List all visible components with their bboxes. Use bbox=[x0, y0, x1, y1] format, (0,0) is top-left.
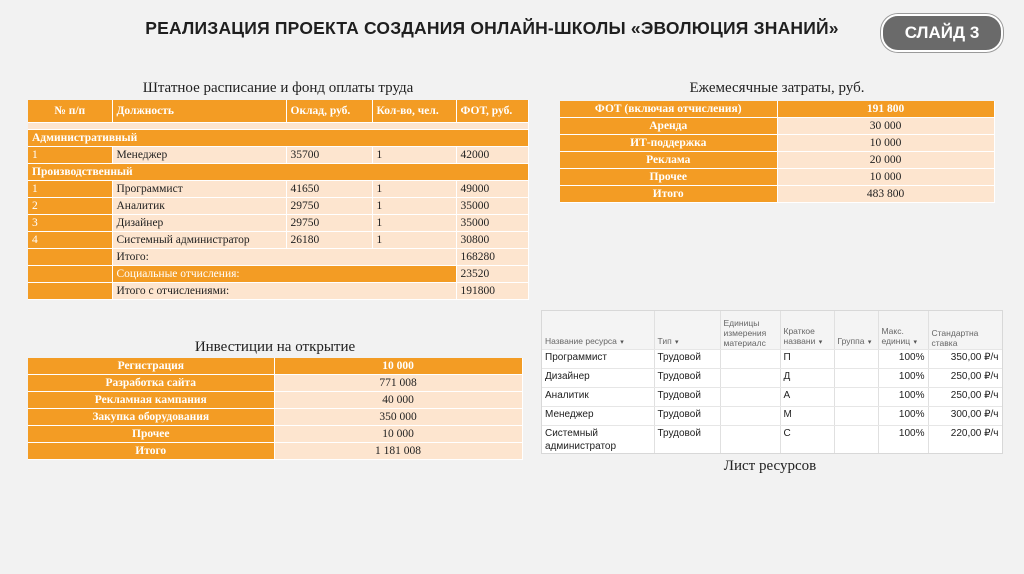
investment-label: Итого bbox=[28, 443, 274, 460]
resource-unit bbox=[720, 407, 780, 426]
resource-max-units: 100% bbox=[878, 369, 928, 388]
section-row-prod bbox=[28, 163, 528, 180]
section-label: Производственный bbox=[28, 163, 528, 180]
resource-group bbox=[834, 369, 878, 388]
table-row bbox=[560, 118, 994, 135]
investment-value: 350 000 bbox=[274, 409, 522, 426]
spacer-row bbox=[28, 122, 528, 129]
resource-header-cell[interactable] bbox=[654, 311, 720, 350]
resource-header-row bbox=[542, 311, 1002, 350]
row-number: 2 bbox=[28, 197, 112, 214]
total-value: 168280 bbox=[456, 248, 528, 265]
investment-label: Прочее bbox=[28, 426, 274, 443]
row-number: 1 bbox=[28, 180, 112, 197]
staff-header-cell: ФОТ, руб. bbox=[456, 100, 528, 122]
resource-header-cell[interactable] bbox=[780, 311, 834, 350]
monthly-table bbox=[560, 101, 995, 203]
table-row bbox=[560, 135, 994, 152]
cost-label: Реклама bbox=[560, 152, 777, 169]
slide-number-badge: СЛАЙД 3 bbox=[881, 14, 1003, 52]
staff-caption: Штатное расписание и фонд оплаты труда bbox=[142, 80, 414, 96]
cost-label: Аренда bbox=[560, 118, 777, 135]
table-row bbox=[560, 169, 994, 186]
investment-value: 10 000 bbox=[274, 358, 522, 375]
resource-type: Трудовой bbox=[654, 350, 720, 369]
payroll-cell: 49000 bbox=[456, 180, 528, 197]
resource-type: Трудовой bbox=[654, 388, 720, 407]
table-row bbox=[560, 152, 994, 169]
resource-unit bbox=[720, 426, 780, 455]
blank-cell bbox=[28, 265, 112, 282]
cost-value: 191 800 bbox=[777, 101, 994, 118]
resource-name: Системный администратор bbox=[542, 426, 654, 455]
cost-label: ФОТ (включая отчисления) bbox=[560, 101, 777, 118]
resources-caption: Лист ресурсов bbox=[723, 458, 817, 474]
salary-cell: 29750 bbox=[286, 197, 372, 214]
table-row bbox=[28, 214, 528, 231]
table-row bbox=[560, 101, 994, 118]
position-cell: Аналитик bbox=[112, 197, 286, 214]
cost-value: 20 000 bbox=[777, 152, 994, 169]
cost-value: 30 000 bbox=[777, 118, 994, 135]
section-row-admin bbox=[28, 129, 528, 146]
total-value: 23520 bbox=[456, 265, 528, 282]
resource-unit bbox=[720, 350, 780, 369]
resource-unit bbox=[720, 369, 780, 388]
payroll-cell: 30800 bbox=[456, 231, 528, 248]
investment-value: 1 181 008 bbox=[274, 443, 522, 460]
investments-caption: Инвестиции на открытие bbox=[194, 339, 356, 355]
header-label: Краткое названи bbox=[783, 326, 816, 346]
cost-value: 10 000 bbox=[777, 135, 994, 152]
resource-name: Дизайнер bbox=[542, 369, 654, 388]
resource-short-name: А bbox=[780, 388, 834, 407]
count-cell: 1 bbox=[372, 197, 456, 214]
resource-type: Трудовой bbox=[654, 426, 720, 455]
total-row bbox=[28, 282, 528, 299]
resource-row[interactable] bbox=[542, 407, 1002, 426]
position-cell: Менеджер bbox=[112, 146, 286, 163]
investment-value: 40 000 bbox=[274, 392, 522, 409]
resource-unit bbox=[720, 388, 780, 407]
staff-header-cell: Кол-во, чел. bbox=[372, 100, 456, 122]
table-row bbox=[28, 231, 528, 248]
investment-value: 10 000 bbox=[274, 426, 522, 443]
slide-title: РЕАЛИЗАЦИЯ ПРОЕКТА СОЗДАНИЯ ОНЛАЙН-ШКОЛЫ «ЭВОЛЮЦИЯ ЗНАНИЙ» bbox=[145, 18, 839, 38]
row-number: 1 bbox=[28, 146, 112, 163]
staff-table bbox=[28, 100, 529, 300]
resource-rate: 350,00 ₽/ч bbox=[928, 350, 1002, 369]
resource-header-cell[interactable] bbox=[542, 311, 654, 350]
resource-name: Аналитик bbox=[542, 388, 654, 407]
resource-name: Программист bbox=[542, 350, 654, 369]
count-cell: 1 bbox=[372, 146, 456, 163]
row-number: 3 bbox=[28, 214, 112, 231]
salary-cell: 35700 bbox=[286, 146, 372, 163]
resource-header-cell[interactable] bbox=[878, 311, 928, 350]
salary-cell: 41650 bbox=[286, 180, 372, 197]
count-cell: 1 bbox=[372, 214, 456, 231]
investment-label: Рекламная кампания bbox=[28, 392, 274, 409]
table-row bbox=[28, 180, 528, 197]
resource-group bbox=[834, 388, 878, 407]
dropdown-arrow-icon: ▾ bbox=[867, 339, 872, 346]
table-row bbox=[28, 392, 522, 409]
resource-header-cell[interactable] bbox=[928, 311, 1002, 350]
resource-short-name: П bbox=[780, 350, 834, 369]
resource-group bbox=[834, 350, 878, 369]
cost-label: ИТ-поддержка bbox=[560, 135, 777, 152]
table-row bbox=[28, 375, 522, 392]
blank-cell bbox=[28, 248, 112, 265]
table-row bbox=[28, 426, 522, 443]
count-cell: 1 bbox=[372, 231, 456, 248]
table-row bbox=[28, 197, 528, 214]
total-label: Социальные отчисления: bbox=[112, 265, 456, 282]
resource-rate: 300,00 ₽/ч bbox=[928, 407, 1002, 426]
section-label: Административный bbox=[28, 129, 528, 146]
resource-max-units: 100% bbox=[878, 426, 928, 455]
salary-cell: 29750 bbox=[286, 214, 372, 231]
resource-group bbox=[834, 407, 878, 426]
resource-rate: 220,00 ₽/ч bbox=[928, 426, 1002, 455]
resource-type: Трудовой bbox=[654, 369, 720, 388]
resource-short-name: М bbox=[780, 407, 834, 426]
dropdown-arrow-icon: ▾ bbox=[818, 339, 823, 346]
resource-header-cell[interactable] bbox=[720, 311, 780, 350]
cost-label: Итого bbox=[560, 186, 777, 203]
total-row bbox=[28, 248, 528, 265]
payroll-cell: 42000 bbox=[456, 146, 528, 163]
table-row bbox=[28, 409, 522, 426]
header-label: Макс. единиц bbox=[881, 326, 911, 346]
resource-row[interactable] bbox=[542, 388, 1002, 407]
dropdown-arrow-icon: ▾ bbox=[620, 339, 624, 346]
resource-name: Менеджер bbox=[542, 407, 654, 426]
investment-label: Регистрация bbox=[28, 358, 274, 375]
payroll-cell: 35000 bbox=[456, 214, 528, 231]
staff-header-cell: Должность bbox=[112, 100, 286, 122]
total-row bbox=[28, 265, 528, 282]
cost-value: 10 000 bbox=[777, 169, 994, 186]
payroll-cell: 35000 bbox=[456, 197, 528, 214]
monthly-caption: Ежемесячные затраты, руб. bbox=[689, 80, 865, 96]
count-cell: 1 bbox=[372, 180, 456, 197]
resource-row[interactable] bbox=[542, 426, 1002, 455]
resource-group bbox=[834, 426, 878, 455]
table-row bbox=[28, 443, 522, 460]
total-label: Итого с отчислениями: bbox=[112, 282, 456, 299]
staff-header-cell: № п/п bbox=[28, 100, 112, 122]
resource-max-units: 100% bbox=[878, 388, 928, 407]
salary-cell: 26180 bbox=[286, 231, 372, 248]
position-cell: Дизайнер bbox=[112, 214, 286, 231]
resource-rate: 250,00 ₽/ч bbox=[928, 388, 1002, 407]
cost-label: Прочее bbox=[560, 169, 777, 186]
table-row bbox=[560, 186, 994, 203]
header-label: Единицы измерения материалс bbox=[723, 318, 767, 348]
header-label: Группа bbox=[837, 336, 865, 346]
resource-max-units: 100% bbox=[878, 407, 928, 426]
investments-table bbox=[28, 358, 523, 460]
table-row bbox=[28, 358, 522, 375]
position-cell: Системный администратор bbox=[112, 231, 286, 248]
cost-value: 483 800 bbox=[777, 186, 994, 203]
resource-sheet bbox=[541, 310, 1003, 454]
total-value: 191800 bbox=[456, 282, 528, 299]
row-number: 4 bbox=[28, 231, 112, 248]
staff-header-cell: Оклад, руб. bbox=[286, 100, 372, 122]
investment-value: 771 008 bbox=[274, 375, 522, 392]
staff-header-row bbox=[28, 100, 528, 122]
header-label: Название ресурса bbox=[545, 336, 617, 346]
resource-row[interactable] bbox=[542, 369, 1002, 388]
total-label: Итого: bbox=[112, 248, 456, 265]
resource-max-units: 100% bbox=[878, 350, 928, 369]
resource-type: Трудовой bbox=[654, 407, 720, 426]
blank-cell bbox=[28, 282, 112, 299]
investment-label: Разработка сайта bbox=[28, 375, 274, 392]
header-label: Тип bbox=[657, 336, 672, 346]
investment-label: Закупка оборудования bbox=[28, 409, 274, 426]
dropdown-arrow-icon: ▾ bbox=[913, 339, 917, 346]
resource-rate: 250,00 ₽/ч bbox=[928, 369, 1002, 388]
position-cell: Программист bbox=[112, 180, 286, 197]
dropdown-arrow-icon: ▾ bbox=[675, 339, 679, 346]
resource-row[interactable] bbox=[542, 350, 1002, 369]
resource-short-name: С bbox=[780, 426, 834, 455]
table-row bbox=[28, 146, 528, 163]
resource-header-cell[interactable] bbox=[834, 311, 878, 350]
header-label: Стандартна ставка bbox=[931, 328, 979, 348]
resource-short-name: Д bbox=[780, 369, 834, 388]
